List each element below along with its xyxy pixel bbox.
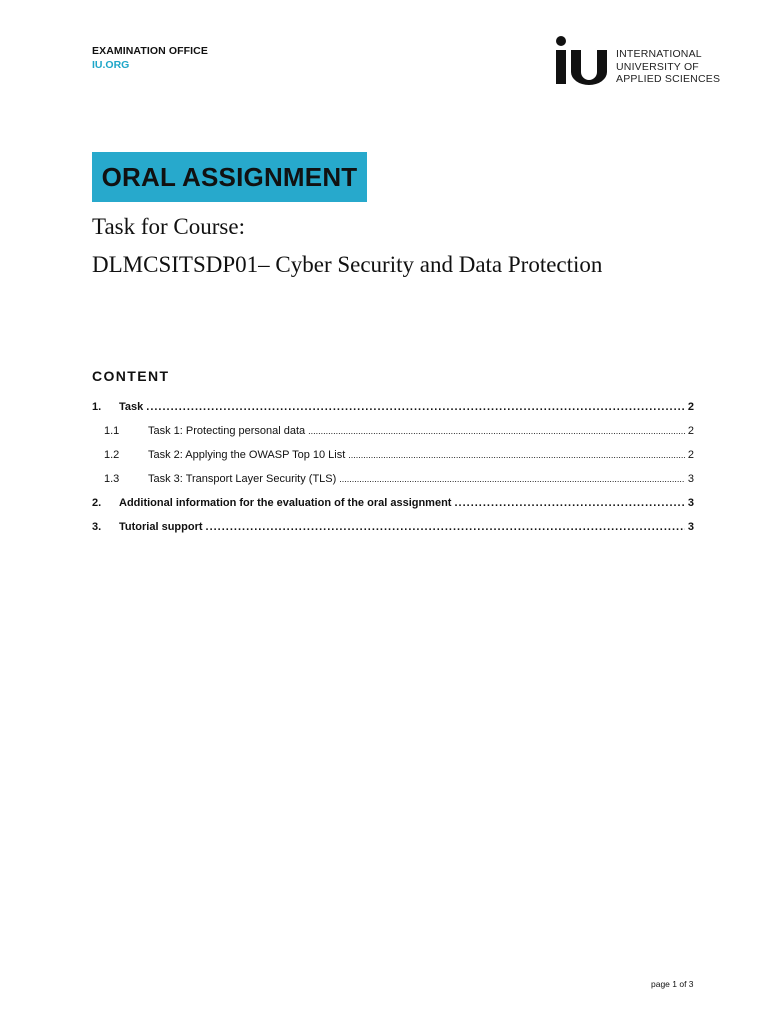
- university-name-line-1: INTERNATIONAL: [616, 48, 702, 60]
- toc-number: 1.3: [104, 473, 120, 485]
- university-name-line-2: UNIVERSITY OF: [616, 60, 699, 73]
- toc-entry-task-3[interactable]: [92, 467, 694, 491]
- examination-office-header: [92, 44, 208, 72]
- university-name-line-3: APPLIED SCIENCES: [616, 73, 721, 85]
- toc-number: 1.1: [104, 425, 120, 437]
- toc-number: 2.: [92, 497, 102, 509]
- toc-dot-leader: [308, 426, 685, 436]
- toc-entry-task-2[interactable]: [92, 443, 694, 467]
- toc-dot-leader: [146, 401, 685, 413]
- office-title: EXAMINATION OFFICE: [92, 45, 208, 57]
- toc-dot-leader: [348, 450, 685, 460]
- toc-page: 3: [687, 497, 694, 509]
- toc-title: Task 2: Applying the OWASP Top 10 List: [148, 449, 346, 461]
- course-title: DLMCSITSDP01– Cyber Security and Data Protection: [92, 252, 603, 277]
- toc-dot-leader: [206, 521, 685, 533]
- toc-page: 2: [687, 449, 694, 461]
- toc-number: 3.: [92, 521, 102, 533]
- toc-dot-leader: [454, 497, 684, 509]
- toc-dot-leader: [339, 474, 685, 484]
- toc-title: Task: [119, 401, 144, 413]
- toc-page: 3: [687, 521, 694, 533]
- toc-entry-task-1[interactable]: [92, 419, 694, 443]
- oral-assignment-badge: ORAL ASSIGNMENT: [92, 152, 367, 202]
- toc-number: 1.: [92, 401, 102, 413]
- table-of-contents: [92, 395, 694, 539]
- iu-logo: [553, 36, 723, 90]
- toc-title: Additional information for the evaluation of the oral assignment: [119, 497, 452, 509]
- toc-title: Tutorial support: [119, 521, 203, 533]
- toc-number: 1.2: [104, 449, 120, 461]
- page-number-footer: page 1 of 3: [651, 979, 694, 989]
- toc-entry-additional-information[interactable]: [92, 491, 694, 515]
- iu-logo-mark-icon: [553, 36, 609, 86]
- toc-entry-tutorial-support[interactable]: [92, 515, 694, 539]
- office-url-link[interactable]: IU.ORG: [92, 59, 130, 71]
- university-name: [616, 48, 720, 86]
- toc-title: Task 1: Protecting personal data: [148, 425, 306, 437]
- toc-page: 2: [687, 401, 694, 413]
- toc-title: Task 3: Transport Layer Security (TLS): [148, 473, 337, 485]
- toc-page: 3: [687, 473, 694, 485]
- task-for-label: Task for Course:: [92, 214, 245, 239]
- toc-entry-task[interactable]: [92, 395, 694, 419]
- content-heading: CONTENT: [92, 368, 170, 384]
- toc-page: 2: [687, 425, 694, 437]
